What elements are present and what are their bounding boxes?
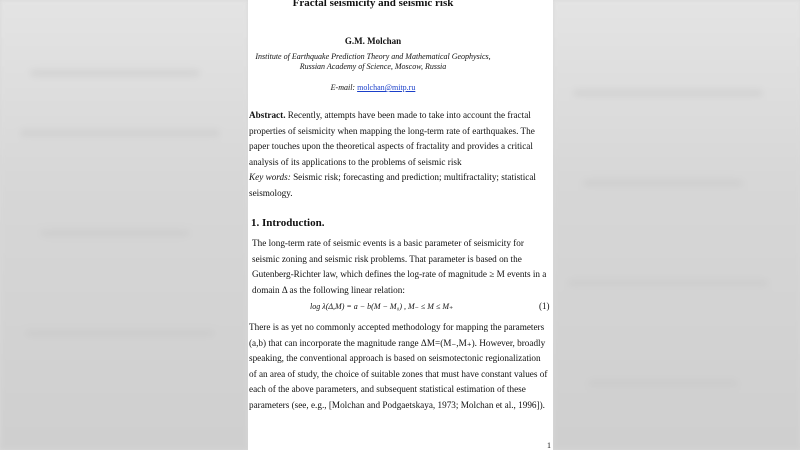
blurred-background-right bbox=[553, 0, 800, 450]
equation-number: (1) bbox=[539, 301, 550, 311]
email-label: E-mail: bbox=[330, 83, 356, 92]
abstract bbox=[249, 108, 549, 202]
author-email bbox=[248, 83, 498, 92]
paper-title: Fractal seismicity and seismic risk bbox=[292, 0, 454, 9]
abstract-text: Recently, attempts have been made to take into account the fractal properties of seismicity when mapping the long-term rate of earthquakes. The paper touches upon the theoretical aspects of fractality and provides a critical analysis of its applications to the problems of seismic risk bbox=[249, 110, 535, 167]
equation-row bbox=[248, 302, 553, 316]
page-number: 1 bbox=[547, 441, 551, 450]
abstract-label: Abstract. bbox=[249, 110, 286, 120]
keywords-text: Seismic risk; forecasting and prediction; multifractality; statistical seismology. bbox=[249, 172, 536, 198]
author-affiliation: Institute of Earthquake Prediction Theory and Mathematical Geophysics, Russian Academy of Science, Moscow, Russia bbox=[255, 52, 491, 71]
email-link[interactable]: molchan@mitp.ru bbox=[357, 83, 416, 92]
paper-author: G.M. Molchan bbox=[344, 36, 402, 46]
intro-paragraph-1: The long-term rate of seismic events is a basic parameter of seismicity for seismic zoning and seismic risk problems. That parameter is based on the Gutenberg-Richter law, which defines the log-rate of magnitude ≥ M events in a domain Δ as the following linear relation: bbox=[252, 238, 547, 295]
intro-paragraph-2: There is as yet no commonly accepted methodology for mapping the parameters (a,b) that can incorporate the magnitude range ΔM=(M₋,M₊). However, broadly speaking, the conventional approach is based on seismotectonic regionalization of an area of study, the choice of suitable zones that must have constant values of each of the above parameters, and subsequent statistical estimation of these parameters (see, e.g., [Molchan and Podgaetskaya, 1973; Molchan et al., 1996]). bbox=[249, 322, 548, 410]
section-heading: 1. Introduction. bbox=[251, 217, 325, 229]
keywords-label: Key words: bbox=[249, 172, 291, 183]
document-page bbox=[248, 0, 553, 450]
blurred-background-left bbox=[0, 0, 248, 450]
equation: log λ(Δ,M) = a − b(M − M₀) , M₋ ≤ M ≤ M₊ bbox=[310, 302, 454, 311]
